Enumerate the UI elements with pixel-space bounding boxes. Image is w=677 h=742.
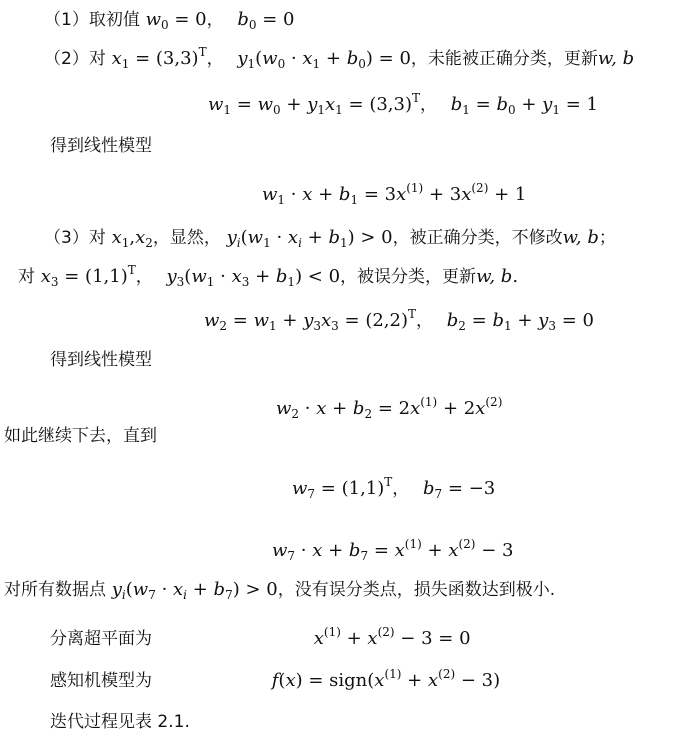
final-text: ，没有误分类点，损失函数达到极小.: [277, 580, 556, 600]
final-statement: 对所有数据点 $y_i(w_7 \cdot x_i + b_7) > 0$，没有误分类点，损失函数达到极小.: [4, 579, 556, 602]
iteration-note: 迭代过程见表 2.1.: [50, 712, 190, 732]
step2-label: （2）: [44, 49, 89, 69]
step3-mid: ，显然，: [152, 228, 221, 248]
equation-w7: $w_7 = (1,1)^T$， $b_7 = -3$: [292, 475, 496, 501]
step3-prefix: 对: [88, 228, 106, 248]
step3-label: （3）: [44, 228, 89, 248]
step2-wb: w, b: [597, 48, 635, 69]
step3b-sep: ，: [135, 267, 153, 287]
step2-prefix: 对: [88, 49, 106, 69]
step3b-end: .: [512, 266, 519, 287]
equation-w2: $w_2 = w_1 + y_3x_3 = (2,2)^T$， $b_2 = b_1 + y_3 = 0$: [204, 307, 594, 333]
step3b-text: ，被误分类，更新: [340, 267, 477, 287]
equation-w1: $w_1 = w_0 + y_1x_1 = (3,3)^T$， $b_1 = b_0 + y_1 = 1$: [208, 91, 598, 117]
step3-end: ；: [598, 228, 616, 248]
step1-label: （1）: [44, 10, 89, 30]
step3-wb: w, b: [562, 227, 599, 248]
eq3-sep: ，: [392, 479, 410, 499]
eq2-sep: ，: [416, 311, 434, 331]
continue-text: 如此继续下去，直到: [4, 426, 157, 446]
perceptron-label: 感知机模型为: [50, 671, 152, 691]
heading-linear-model-2: 得到线性模型: [50, 350, 152, 370]
hyperplane-label: 分离超平面为: [50, 629, 152, 649]
step3-line: （3）对 $x_1,x_2$，显然， $y_i(w_1 \cdot x_i + b_1) > 0$，被正确分类，不修改w, b；: [44, 227, 616, 250]
step3-text: ，被正确分类，不修改: [392, 228, 563, 248]
heading-linear-model: 得到线性模型: [50, 136, 152, 156]
step1-line: （1）取初值 $w_0 = 0$， $b_0 = 0$: [44, 9, 295, 32]
step1-sep: ，: [206, 10, 224, 30]
eq1-sep: ，: [420, 95, 438, 115]
sign-function: sign: [329, 670, 368, 691]
hyperplane-line: 分离超平面为 $x^{(1)} + x^{(2)} - 3 = 0$: [50, 625, 471, 649]
step2-text: ，未能被正确分类，更新: [410, 49, 598, 69]
equation-model-1: $w_1 \cdot x + b_1 = 3x^{(1)} + 3x^{(2)} + 1$: [262, 181, 527, 207]
step3b-wb: w, b: [476, 266, 513, 287]
equation-model-2: $w_2 \cdot x + b_2 = 2x^{(1)} + 2x^{(2)}$: [276, 395, 503, 421]
step3b-prefix: 对: [18, 267, 35, 287]
perceptron-line: 感知机模型为 $f(x) = sign(x^{(1)} + x^{(2)} - 3)$: [50, 667, 501, 691]
step2-sep: ，: [206, 49, 224, 69]
step3b-line: 对 $x_3 = (1,1)^T$， $y_3(w_1 \cdot x_3 + b_1) < 0$，被误分类，更新w, b.: [18, 263, 519, 289]
step2-line: （2）对 $x_1 = (3,3)^T$， $y_1(w_0 \cdot x_1 + b_0) = 0$，未能被正确分类，更新w, b: [44, 45, 635, 71]
final-prefix: 对所有数据点: [4, 580, 106, 600]
equation-model-7: $w_7 \cdot x + b_7 = x^{(1)} + x^{(2)} - 3$: [272, 537, 514, 563]
step1-text: 取初值: [88, 10, 140, 30]
